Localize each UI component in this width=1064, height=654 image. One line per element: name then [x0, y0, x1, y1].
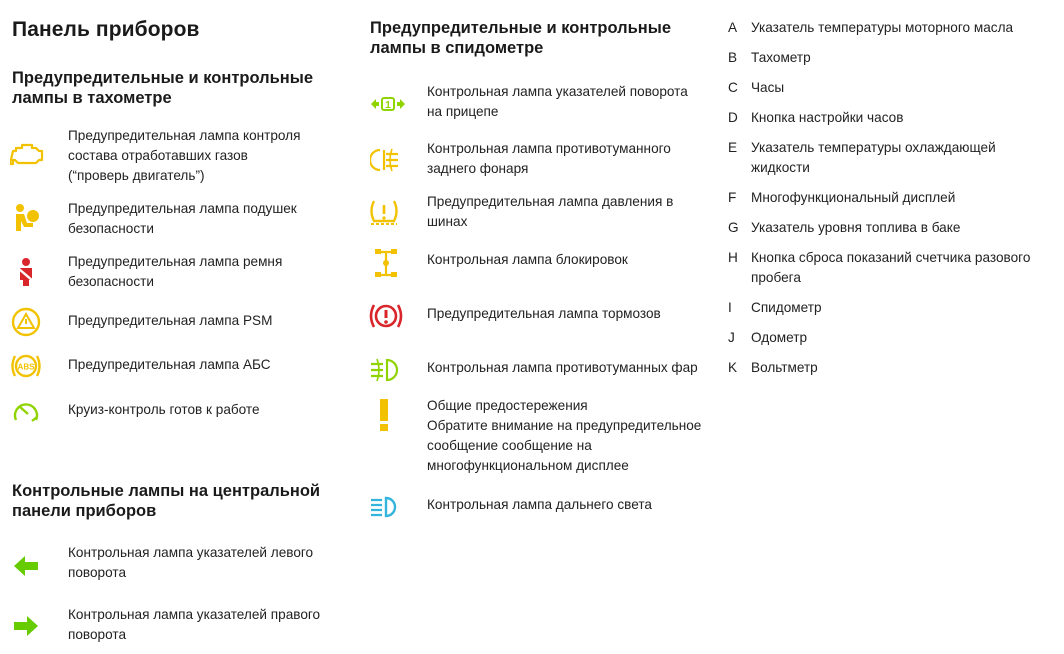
svg-text:ABS: ABS	[17, 362, 35, 372]
item-tire-pressure: Предупредительная лампа давления в шинах	[427, 194, 674, 229]
cruise-control-icon	[6, 392, 46, 432]
item-check-engine: Предупредительная лампа контроля состава отработавших газов (“проверь двигатель”)	[68, 128, 301, 183]
item-high-beam: Контрольная лампа дальнего света	[427, 497, 652, 512]
psm-icon	[6, 302, 46, 342]
seatbelt-icon	[6, 252, 46, 292]
item-psm: Предупредительная лампа PSM	[68, 313, 273, 328]
section-title-tachometer: Предупредительные и контрольные лампы в тахометре	[12, 69, 314, 107]
high-beam-icon	[366, 487, 406, 527]
tire-pressure-icon	[364, 192, 404, 232]
item-seatbelt: Предупредительная лампа ремня безопасности	[68, 254, 283, 289]
airbag-icon	[6, 198, 46, 238]
item-diff-lock: Контрольная лампа блокировок	[427, 252, 628, 267]
rear-fog-light-icon	[366, 140, 406, 180]
item-airbag: Предупредительная лампа подушек безопасности	[68, 201, 297, 236]
svg-text:1: 1	[385, 100, 391, 111]
item-general-warning: Общие предостережения Обратите внимание на предупредительное сообщение сообщение на многофункциональном дисплее	[427, 398, 702, 473]
exclamation-warning-icon	[364, 395, 404, 435]
section-title-speedometer: Предупредительные и контрольные лампы в спидометре	[370, 19, 672, 57]
brake-warning-icon	[366, 296, 406, 336]
item-front-fog: Контрольная лампа противотуманных фар	[427, 360, 698, 375]
left-turn-arrow-icon	[6, 546, 46, 586]
item-cruise-control: Круиз-контроль готов к работе	[68, 402, 260, 417]
item-right-turn: Контрольная лампа указателей правого поворота	[68, 607, 321, 642]
section-title-center-panel: Контрольные лампы на центральной панели приборов	[12, 482, 321, 520]
page-title: Панель приборов	[12, 18, 200, 41]
differential-lock-icon	[366, 243, 406, 283]
item-rear-fog: Контрольная лампа противотуманного заднего фонаря	[427, 141, 671, 176]
item-left-turn: Контрольная лампа указателей левого поворота	[68, 545, 314, 580]
abs-icon	[6, 346, 46, 386]
item-brake: Предупредительная лампа тормозов	[427, 306, 661, 321]
right-turn-arrow-icon	[6, 606, 46, 646]
check-engine-icon	[8, 134, 48, 174]
trailer-turn-signal-icon	[368, 84, 408, 124]
item-trailer-turn: Контрольная лампа указателей поворота на прицепе	[427, 84, 688, 119]
front-fog-light-icon	[364, 350, 404, 390]
item-abs: Предупредительная лампа АБС	[68, 357, 271, 372]
